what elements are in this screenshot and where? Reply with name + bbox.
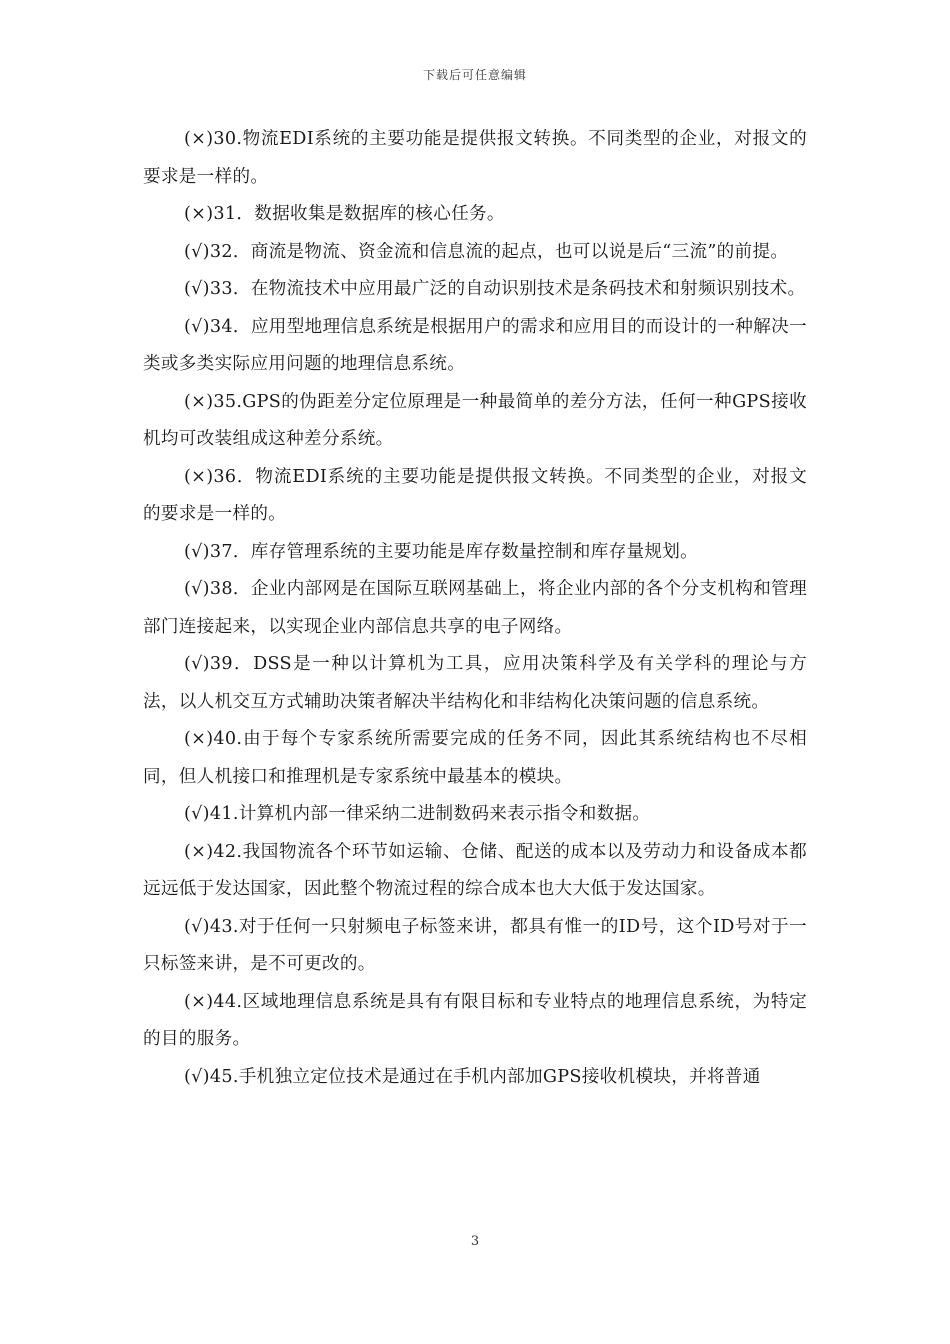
document-body — [143, 121, 807, 1096]
page-number: 3 — [470, 1234, 480, 1249]
question-42: (×)42.我国物流各个环节如运输、仓储、配送的成本以及劳动力和设备成本都远远低于发达国家，因此整个物流过程的综合成本也大大低于发达国家。 — [143, 841, 807, 899]
question-33: (√)33．在物流技术中应用最广泛的自动识别技术是条码技术和射频识别技术。 — [184, 279, 806, 299]
question-44: (×)44.区域地理信息系统是具有有限目标和专业特点的地理信息系统，为特定的目的服务。 — [143, 991, 807, 1049]
question-39: (√)39．DSS是一种以计算机为工具，应用决策科学及有关学科的理论与方法，以人机交互方式辅助决策者解决半结构化和非结构化决策问题的信息系统。 — [143, 654, 807, 712]
question-35: (×)35.GPS的伪距差分定位原理是一种最简单的差分方法，任何一种GPS接收机均可改装组成这种差分系统。 — [143, 391, 807, 449]
question-32: (√)32．商流是物流、资金流和信息流的起点，也可以说是后“三流”的前提。 — [184, 241, 789, 262]
question-38: (√)38．企业内部网是在国际互联网基础上，将企业内部的各个分支机构和管理部门连接起来，以实现企业内部信息共享的电子网络。 — [143, 579, 807, 637]
question-30: (×)30.物流EDI系统的主要功能是提供报文转换。不同类型的企业，对报文的要求是一样的。 — [143, 129, 807, 187]
question-34: (√)34．应用型地理信息系统是根据用户的需求和应用目的而设计的一种解决一类或多类实际应用问题的地理信息系统。 — [143, 316, 807, 374]
question-41: (√)41.计算机内部一律采纳二进制数码来表示指令和数据。 — [184, 804, 651, 824]
question-31: (×)31．数据收集是数据库的核心任务。 — [184, 204, 505, 224]
question-36: (×)36．物流EDI系统的主要功能是提供报文转换。不同类型的企业，对报文的要求是一样的。 — [143, 466, 807, 524]
question-37: (√)37．库存管理系统的主要功能是库存数量控制和库存量规划。 — [184, 541, 699, 562]
page-header: 下载后可任意编辑 — [422, 68, 527, 82]
question-40: (×)40.由于每个专家系统所需要完成的任务不同，因此其系统结构也不尽相同，但人机接口和推理机是专家系统中最基本的模块。 — [143, 729, 807, 787]
question-43: (√)43.对于任何一只射频电子标签来讲，都具有惟一的ID号，这个ID号对于一只标签来讲，是不可更改的。 — [143, 916, 807, 974]
question-45: (√)45.手机独立定位技术是通过在手机内部加GPS接收机模块，并将普通 — [184, 1066, 761, 1087]
